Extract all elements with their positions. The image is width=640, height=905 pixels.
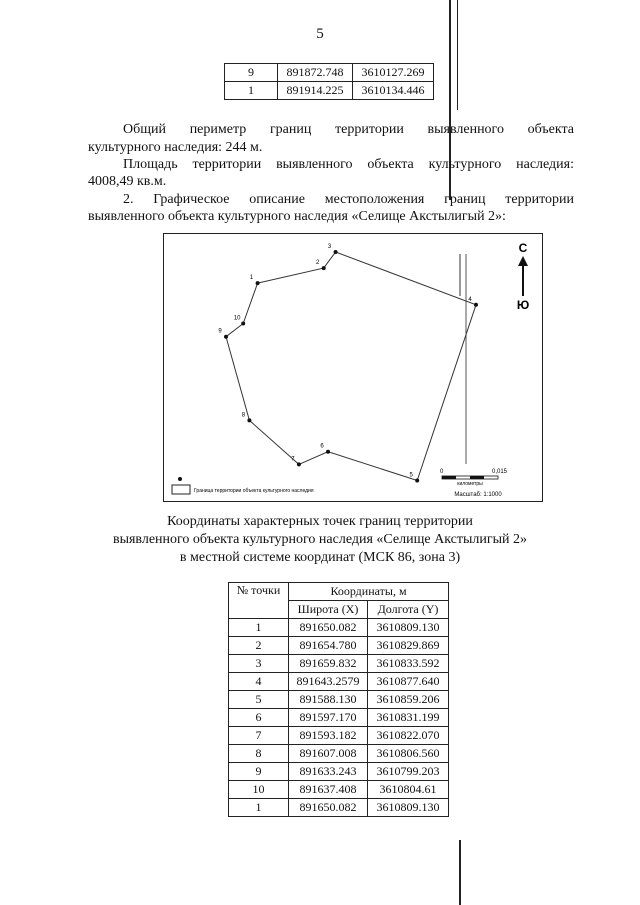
header-latitude: Широта (X)	[289, 601, 368, 619]
boundary-point-marker	[474, 303, 478, 307]
table-row	[229, 691, 449, 709]
coordinates-table	[228, 582, 449, 817]
latitude-cell: 891654.780	[289, 637, 368, 655]
point-number: 1	[225, 82, 278, 100]
scale-unit: километры	[457, 481, 483, 487]
latitude-cell: 891633.243	[289, 763, 368, 781]
table-row	[225, 82, 434, 100]
table-row	[229, 745, 449, 763]
latitude-cell: 891650.082	[289, 799, 368, 817]
scan-line-right-2	[457, 0, 458, 110]
point-number: 5	[229, 691, 289, 709]
header-longitude: Долгота (Y)	[368, 601, 449, 619]
longitude-cell: 3610859.206	[368, 691, 449, 709]
page-number: 5	[316, 26, 324, 42]
legend-swatch	[172, 485, 190, 494]
latitude-cell: 891872.748	[278, 64, 353, 82]
longitude-cell: 3610831.199	[368, 709, 449, 727]
longitude-cell: 3610799.203	[368, 763, 449, 781]
scale-bar-segment	[442, 476, 456, 479]
point-markers	[218, 244, 478, 483]
point-number: 7	[229, 727, 289, 745]
boundary-point-label: 5	[409, 472, 413, 479]
point-number: 8	[229, 745, 289, 763]
area-line-1: Площадь территории выявленного объекта культурного наследия:	[123, 157, 574, 172]
boundary-polygon	[226, 252, 476, 481]
table-caption-line-2: выявленного объекта культурного наследия «Селище Акстылигый 2»	[112, 532, 528, 547]
boundary-point-label: 8	[241, 412, 246, 419]
latitude-cell: 891588.130	[289, 691, 368, 709]
longitude-cell: 3610809.130	[368, 799, 449, 817]
scale-text: Масштаб: 1:1000	[454, 492, 502, 498]
latitude-cell: 891607.008	[289, 745, 368, 763]
boundary-point-label: 10	[233, 315, 241, 322]
north-arrow-head-icon	[518, 256, 528, 266]
south-label: Ю	[516, 298, 530, 312]
scale-end: 0,015	[492, 469, 508, 475]
boundary-point-label: 1	[249, 275, 254, 282]
header-coordinates: Координаты, м	[289, 583, 449, 601]
table-row	[229, 781, 449, 799]
boundary-point-marker	[224, 335, 228, 339]
latitude-cell: 891914.225	[278, 82, 353, 100]
table-row	[225, 64, 434, 82]
boundary-point-marker	[256, 281, 260, 285]
table-row	[229, 637, 449, 655]
boundary-point-label: 7	[291, 456, 295, 463]
longitude-cell: 3610134.446	[353, 82, 434, 100]
point-number: 3	[229, 655, 289, 673]
longitude-cell: 3610127.269	[353, 64, 434, 82]
point-number: 2	[229, 637, 289, 655]
north-label: С	[518, 241, 528, 255]
latitude-cell: 891637.408	[289, 781, 368, 799]
map-figure	[163, 233, 543, 502]
longitude-cell: 3610822.070	[368, 727, 449, 745]
table-row	[229, 673, 449, 691]
latitude-cell: 891643.2579	[289, 673, 368, 691]
boundary-point-marker	[241, 322, 245, 326]
table-row	[229, 799, 449, 817]
table-row	[229, 709, 449, 727]
top-coordinates-table	[224, 63, 434, 100]
longitude-cell: 3610809.130	[368, 619, 449, 637]
boundary-point-marker	[247, 418, 251, 422]
boundary-point-label: 4	[468, 296, 472, 303]
header-point-number: № точки	[229, 583, 289, 619]
point-number: 1	[229, 799, 289, 817]
boundary-point-marker	[334, 250, 338, 254]
section2-line-1: 2. Графическое описание местоположения границ территории	[123, 192, 574, 207]
legend-point-icon	[178, 477, 182, 481]
point-number: 10	[229, 781, 289, 799]
point-number: 9	[229, 763, 289, 781]
boundary-point-marker	[415, 479, 419, 483]
latitude-cell: 891593.182	[289, 727, 368, 745]
longitude-cell: 3610833.592	[368, 655, 449, 673]
point-number: 9	[225, 64, 278, 82]
point-number: 6	[229, 709, 289, 727]
latitude-cell: 891597.170	[289, 709, 368, 727]
table-row	[229, 655, 449, 673]
boundary-point-label: 3	[327, 244, 332, 250]
table-row	[229, 727, 449, 745]
section2-line-2: выявленного объекта культурного наследия «Селище Акстылигый 2»:	[88, 209, 506, 224]
longitude-cell: 3610806.560	[368, 745, 449, 763]
latitude-cell: 891650.082	[289, 619, 368, 637]
boundary-point-marker	[297, 462, 301, 466]
boundary-point-label: 6	[320, 443, 324, 450]
scale-zero: 0	[440, 469, 444, 475]
area-line-2: 4008,49 кв.м.	[88, 174, 167, 189]
latitude-cell: 891659.832	[289, 655, 368, 673]
boundary-point-label: 9	[218, 328, 222, 335]
table-header-row	[229, 583, 449, 601]
longitude-cell: 3610877.640	[368, 673, 449, 691]
longitude-cell: 3610829.869	[368, 637, 449, 655]
scale-bar-segment	[470, 476, 484, 479]
boundary-point-label: 2	[316, 260, 320, 267]
table-caption-line-3: в местной системе координат (МСК 86, зона 3)	[179, 550, 461, 565]
perimeter-line-1: Общий периметр границ территории выявленного объекта	[123, 122, 574, 137]
point-number: 1	[229, 619, 289, 637]
scan-line-bottom	[459, 840, 461, 905]
table-row	[229, 763, 449, 781]
boundary-point-marker	[326, 450, 330, 454]
boundary-point-marker	[322, 266, 326, 270]
legend-label: Граница территории объекта культурного наследия	[194, 488, 314, 494]
table-caption-line-1: Координаты характерных точек границ территории	[167, 514, 473, 529]
table-row	[229, 619, 449, 637]
longitude-cell: 3610804.61	[368, 781, 449, 799]
boundary-map	[164, 234, 542, 501]
point-number: 4	[229, 673, 289, 691]
perimeter-line-2: культурного наследия: 244 м.	[88, 140, 263, 155]
